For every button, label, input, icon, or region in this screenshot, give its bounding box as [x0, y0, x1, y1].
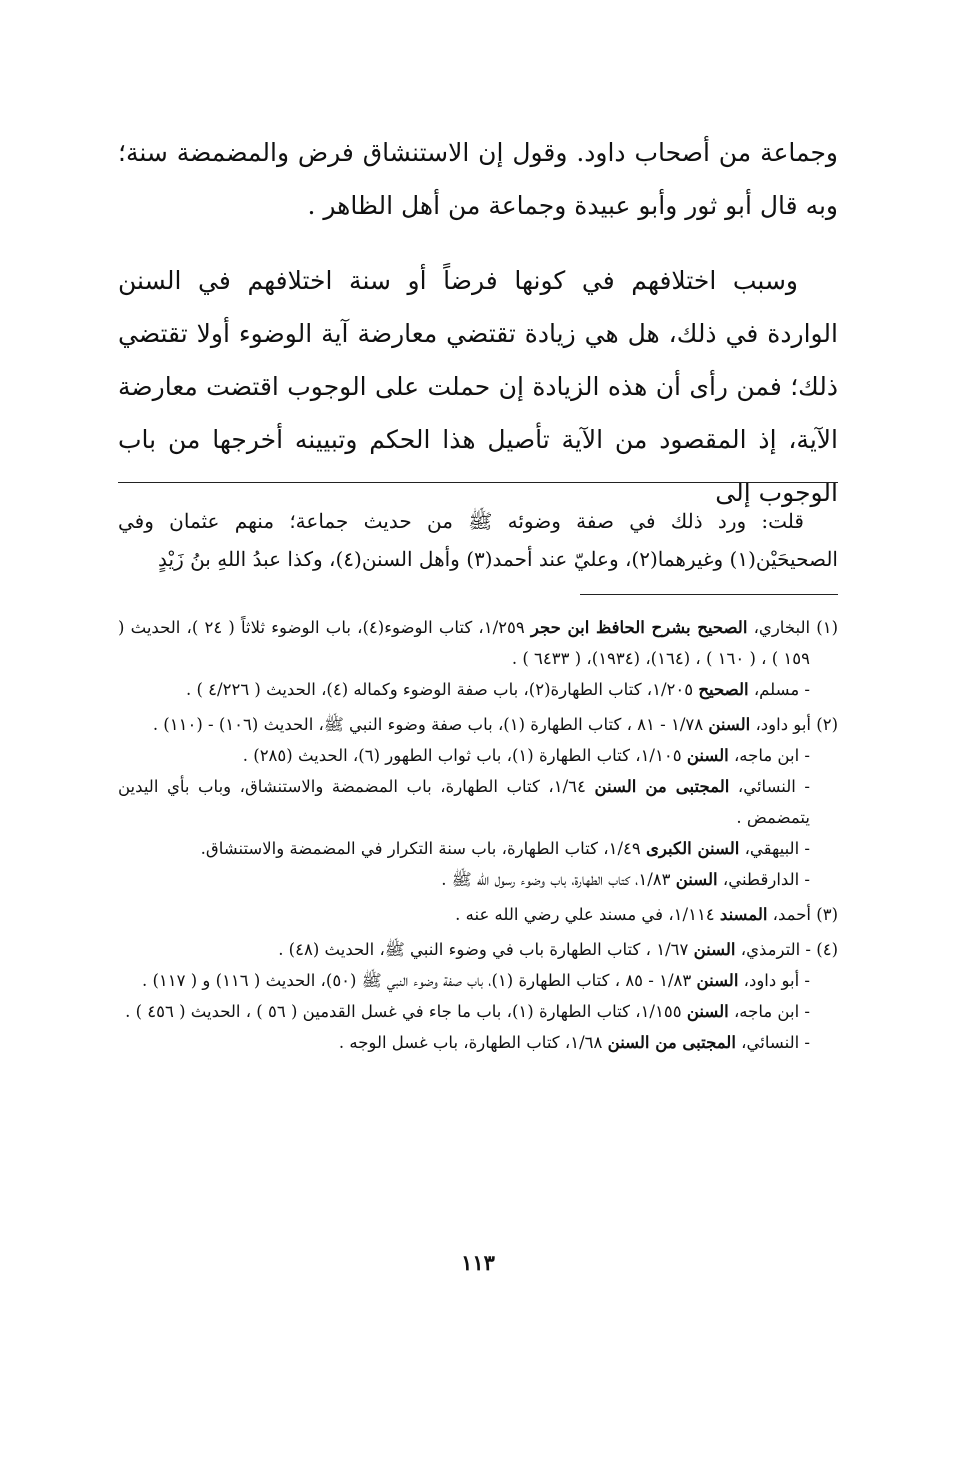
footnote-book-title: السنن	[696, 971, 739, 990]
footnote-1-line-2	[118, 674, 838, 705]
main-paragraph-2: وسبب اختلافهم في كونها فرضاً أو سنة اختلافهم في السنن الواردة في ذلك، هل هي زيادة تقتضي معارضة آية الوضوء أولا تقتضي ذلك؛ فمن رأى أن هذه الزيادة إن حملت على الوجوب اقتضت معارضة الآية، إذ المقصود من الآية تأصيل هذا الحكم وتبيينه أخرجها من باب الوجوب إلى	[118, 266, 838, 507]
footnote-book-title: المجتبى من السنن	[607, 1033, 736, 1052]
footnote-book-title: السنن	[693, 940, 736, 959]
footnote-author: - الترمذي،	[735, 940, 811, 959]
footnote-author: - ابن ماجه،	[728, 1002, 810, 1021]
footnote-author: - البيهقي،	[739, 839, 810, 858]
footnote-reference: ١/١٥٥، كتاب الطهارة (١)، باب ما جاء في غسل القدمين ( ٥٦ ) ، الحديث ( ٤٥٦ ) .	[125, 1002, 687, 1021]
footnote-4-line-3	[118, 996, 838, 1027]
footnote-author: أحمد،	[767, 905, 811, 924]
footnote-number: (٣)	[816, 905, 838, 924]
footnote-1-line-1	[118, 612, 838, 674]
footnote-reference: ١/٨٣، كتاب الطهارة، باب وضوء رسول الله ﷺ .	[441, 870, 676, 889]
footnote-author: - أبو داود،	[738, 971, 810, 990]
footnote-author: - الدارقطني،	[717, 870, 810, 889]
footnote-reference: ١/١١٤، في مسند علي رضي الله عنه .	[455, 905, 720, 924]
footnote-2-line-1	[118, 709, 838, 740]
footnote-author: - النسائي،	[735, 1033, 810, 1052]
footnote-4-line-4	[118, 1027, 838, 1058]
footnote-2-line-5	[118, 864, 838, 895]
main-text	[118, 126, 838, 519]
page-number: ١١٣	[461, 1250, 495, 1275]
main-paragraph-1: وجماعة من أصحاب داود. وقول إن الاستنشاق فرض والمضمضة سنة؛ وبه قال أبو ثور وأبو عبيدة وجماعة من أهل الظاهر .	[118, 138, 838, 220]
footnote-author: البخاري،	[747, 618, 811, 637]
footnote-reference: ١/٨٣ - ٨٥ ، كتاب الطهارة (١)، باب صفة وضوء النبي ﷺ (٥٠)، الحديث ( ١١٦) و ( ١١٧) .	[141, 971, 697, 990]
footnote-reference: ١/٦٤، كتاب الطهارة، باب المضمضة والاستنشاق، وباب بأي اليدين يتمضمض .	[118, 777, 810, 827]
footnote-reference: ١/٤٩، كتاب الطهارة، باب سنة التكرار في المضمضة والاستنشاق.	[200, 839, 646, 858]
footnote-reference: ١/٢٠٥، كتاب الطهارة(٢)، باب صفة الوضوء وكماله (٤)، الحديث ( ٤/٢٢٦ ) .	[186, 680, 699, 699]
footnote-book-title: المسند	[719, 905, 768, 924]
footnote-book-title: الصحيح بشرح الحافظ ابن حجر	[530, 618, 748, 637]
footnote-2-line-4	[118, 833, 838, 864]
footnotes	[118, 612, 838, 1062]
footnote-reference: ١/١٠٥، كتاب الطهارة (١)، باب ثواب الطهور (٦)، الحديث (٢٨٥) .	[242, 746, 687, 765]
footnote-4-line-2	[118, 965, 838, 996]
footnote-book-title: المجتبى من السنن	[594, 777, 730, 796]
footnote-3-line-1	[118, 899, 838, 930]
footnote-book-title: الصحيح	[698, 680, 749, 699]
footnote-book-title: السنن	[686, 746, 729, 765]
commentary-paragraph: قلت: ورد ذلك في صفة وضوئه ﷺ من حديث جماعة؛ منهم عثمان وفي الصحيحَيْن(١) وغيرهما(٢)، وعليّ عند أحمد(٣) وأهل السنن(٤)، وكذا عبدُ اللهِ بنُ زَيْدٍ	[118, 509, 838, 571]
footnote-reference: ١/٦٨، كتاب الطهارة، باب غسل الوجه .	[338, 1033, 608, 1052]
footnote-number: (٢)	[816, 715, 838, 734]
footnote-number: (٤)	[816, 940, 838, 959]
commentary-block	[118, 502, 838, 578]
footnote-author: - مسلم،	[748, 680, 810, 699]
text-separator-rule	[118, 482, 838, 483]
footnote-book-title: السنن الكبرى	[645, 839, 740, 858]
footnote-book-title: السنن	[675, 870, 718, 889]
footnote-book-title: السنن	[708, 715, 751, 734]
footnote-2-line-2	[118, 740, 838, 771]
footnote-spacer	[118, 1058, 838, 1062]
footnote-separator-rule	[580, 594, 838, 595]
footnote-number: (١)	[816, 618, 839, 637]
footnote-2-line-3	[118, 771, 838, 833]
footnote-author: - النسائي،	[729, 777, 810, 796]
footnote-author: - ابن ماجه،	[728, 746, 810, 765]
footnote-author: أبو داود،	[750, 715, 811, 734]
footnote-reference: ١/٢٥٩، كتاب الوضوء(٤)، باب الوضوء ثلاثاً ( ٢٤ )، الحديث ( ١٥٩ ) ، ( ١٦٠ ) ، (١٦٤)، (١٩٣٤)، ( ٦٤٣٣ ) .	[118, 618, 810, 668]
footnote-reference: ١/٧٨ - ٨١ ، كتاب الطهارة (١)، باب صفة وضوء النبي ﷺ، الحديث (١٠٦) - (١١٠) .	[152, 715, 709, 734]
footnote-4-line-1	[118, 934, 838, 965]
footnote-reference: ١/٦٧ ، كتاب الطهارة باب في وضوء النبي ﷺ، الحديث (٤٨) .	[278, 940, 694, 959]
footnote-book-title: السنن	[686, 1002, 729, 1021]
